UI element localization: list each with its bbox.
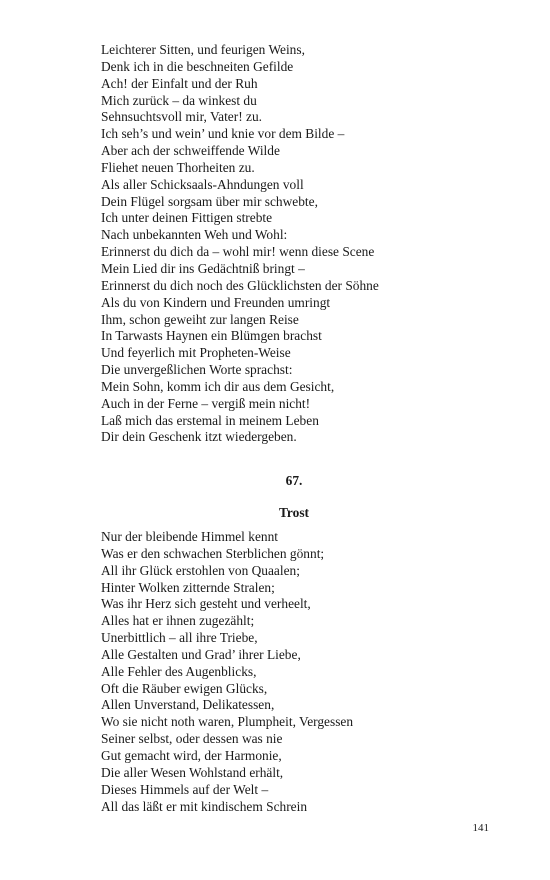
verse-line: Auch in der Ferne – vergiß mein nicht! [101,395,311,411]
verse-line: Und feyerlich mit Propheten-Weise [101,345,291,361]
verse-line: Ich seh’s und wein’ und knie vor dem Bilde – [101,126,345,142]
verse-line: Die unvergeßlichen Worte sprachst: [101,362,293,378]
verse-line: Alle Gestalten und Grad’ ihrer Liebe, [101,646,301,662]
poem-number: 67. [285,473,303,488]
verse-line: Unerbittlich – all ihre Triebe, [101,630,258,646]
verse-line: Aber ach der schweiffende Wilde [101,143,280,159]
verse-line: Mein Lied dir ins Gedächtniß bringt – [101,260,305,276]
verse-line: All ihr Glück erstohlen von Quaalen; [101,562,300,578]
verse-line: Ach! der Einfalt und der Ruh [101,75,258,91]
poem-67-stanza [101,529,501,815]
verse-line: Wo sie nicht noth waren, Plumpheit, Vergessen [101,714,354,730]
verse-line: Denk ich in die beschneiten Gefilde [101,58,294,74]
verse-line: Ich unter deinen Fittigen strebte [101,210,273,226]
poem-66-stanza [101,42,501,446]
verse-line: Was ihr Herz sich gesteht und verheelt, [101,596,311,612]
verse-line: Mich zurück – da winkest du [101,92,257,108]
verse-line: Gut gemacht wird, der Harmonie, [101,747,282,763]
verse-line: Die aller Wesen Wohlstand erhält, [101,764,284,780]
verse-line: Oft die Räuber ewigen Glücks, [101,680,268,696]
verse-line: Fliehet neuen Thorheiten zu. [101,159,255,175]
verse-line: Alle Fehler des Augenblicks, [101,663,257,679]
verse-line: Dein Flügel sorgsam über mir schwebte, [101,193,318,209]
verse-line: Hinter Wolken zitternde Stralen; [101,579,275,595]
verse-line: All das läßt er mit kindischem Schrein [101,798,308,814]
page-number: 141 [472,822,489,834]
verse-line: Nur der bleibende Himmel kennt [101,529,279,544]
verse-line: Nach unbekannten Weh und Wohl: [101,227,288,243]
verse-line: Als aller Schicksaals-Ahndungen voll [101,176,304,192]
verse-line: Als du von Kindern und Freunden umringt [101,294,331,310]
poem-title: Trost [278,505,309,520]
verse-line: Dir dein Geschenk itzt wiedergeben. [101,429,297,445]
verse-line: Erinnerst du dich noch des Glücklichsten der Söhne [101,277,379,293]
verse-line: Ihm, schon geweiht zur langen Reise [101,311,299,327]
verse-line: Allen Unverstand, Delikatessen, [101,697,275,713]
verse-line: Laß mich das erstemal in meinem Leben [101,412,319,428]
verse-line: Alles hat er ihnen zugezählt; [101,613,255,629]
verse-line: Leichterer Sitten, und feurigen Weins, [101,42,305,57]
verse-line: Was er den schwachen Sterblichen gönnt; [101,545,325,561]
verse-line: Seiner selbst, oder dessen was nie [101,731,283,747]
verse-line: Dieses Himmels auf der Welt – [101,781,269,797]
verse-line: Sehnsuchtsvoll mir, Vater! zu. [101,109,262,125]
verse-line: In Tarwasts Haynen ein Blümgen brachst [101,328,322,344]
verse-line: Erinnerst du dich da – wohl mir! wenn diese Scene [101,244,375,260]
verse-line: Mein Sohn, komm ich dir aus dem Gesicht, [101,378,335,394]
